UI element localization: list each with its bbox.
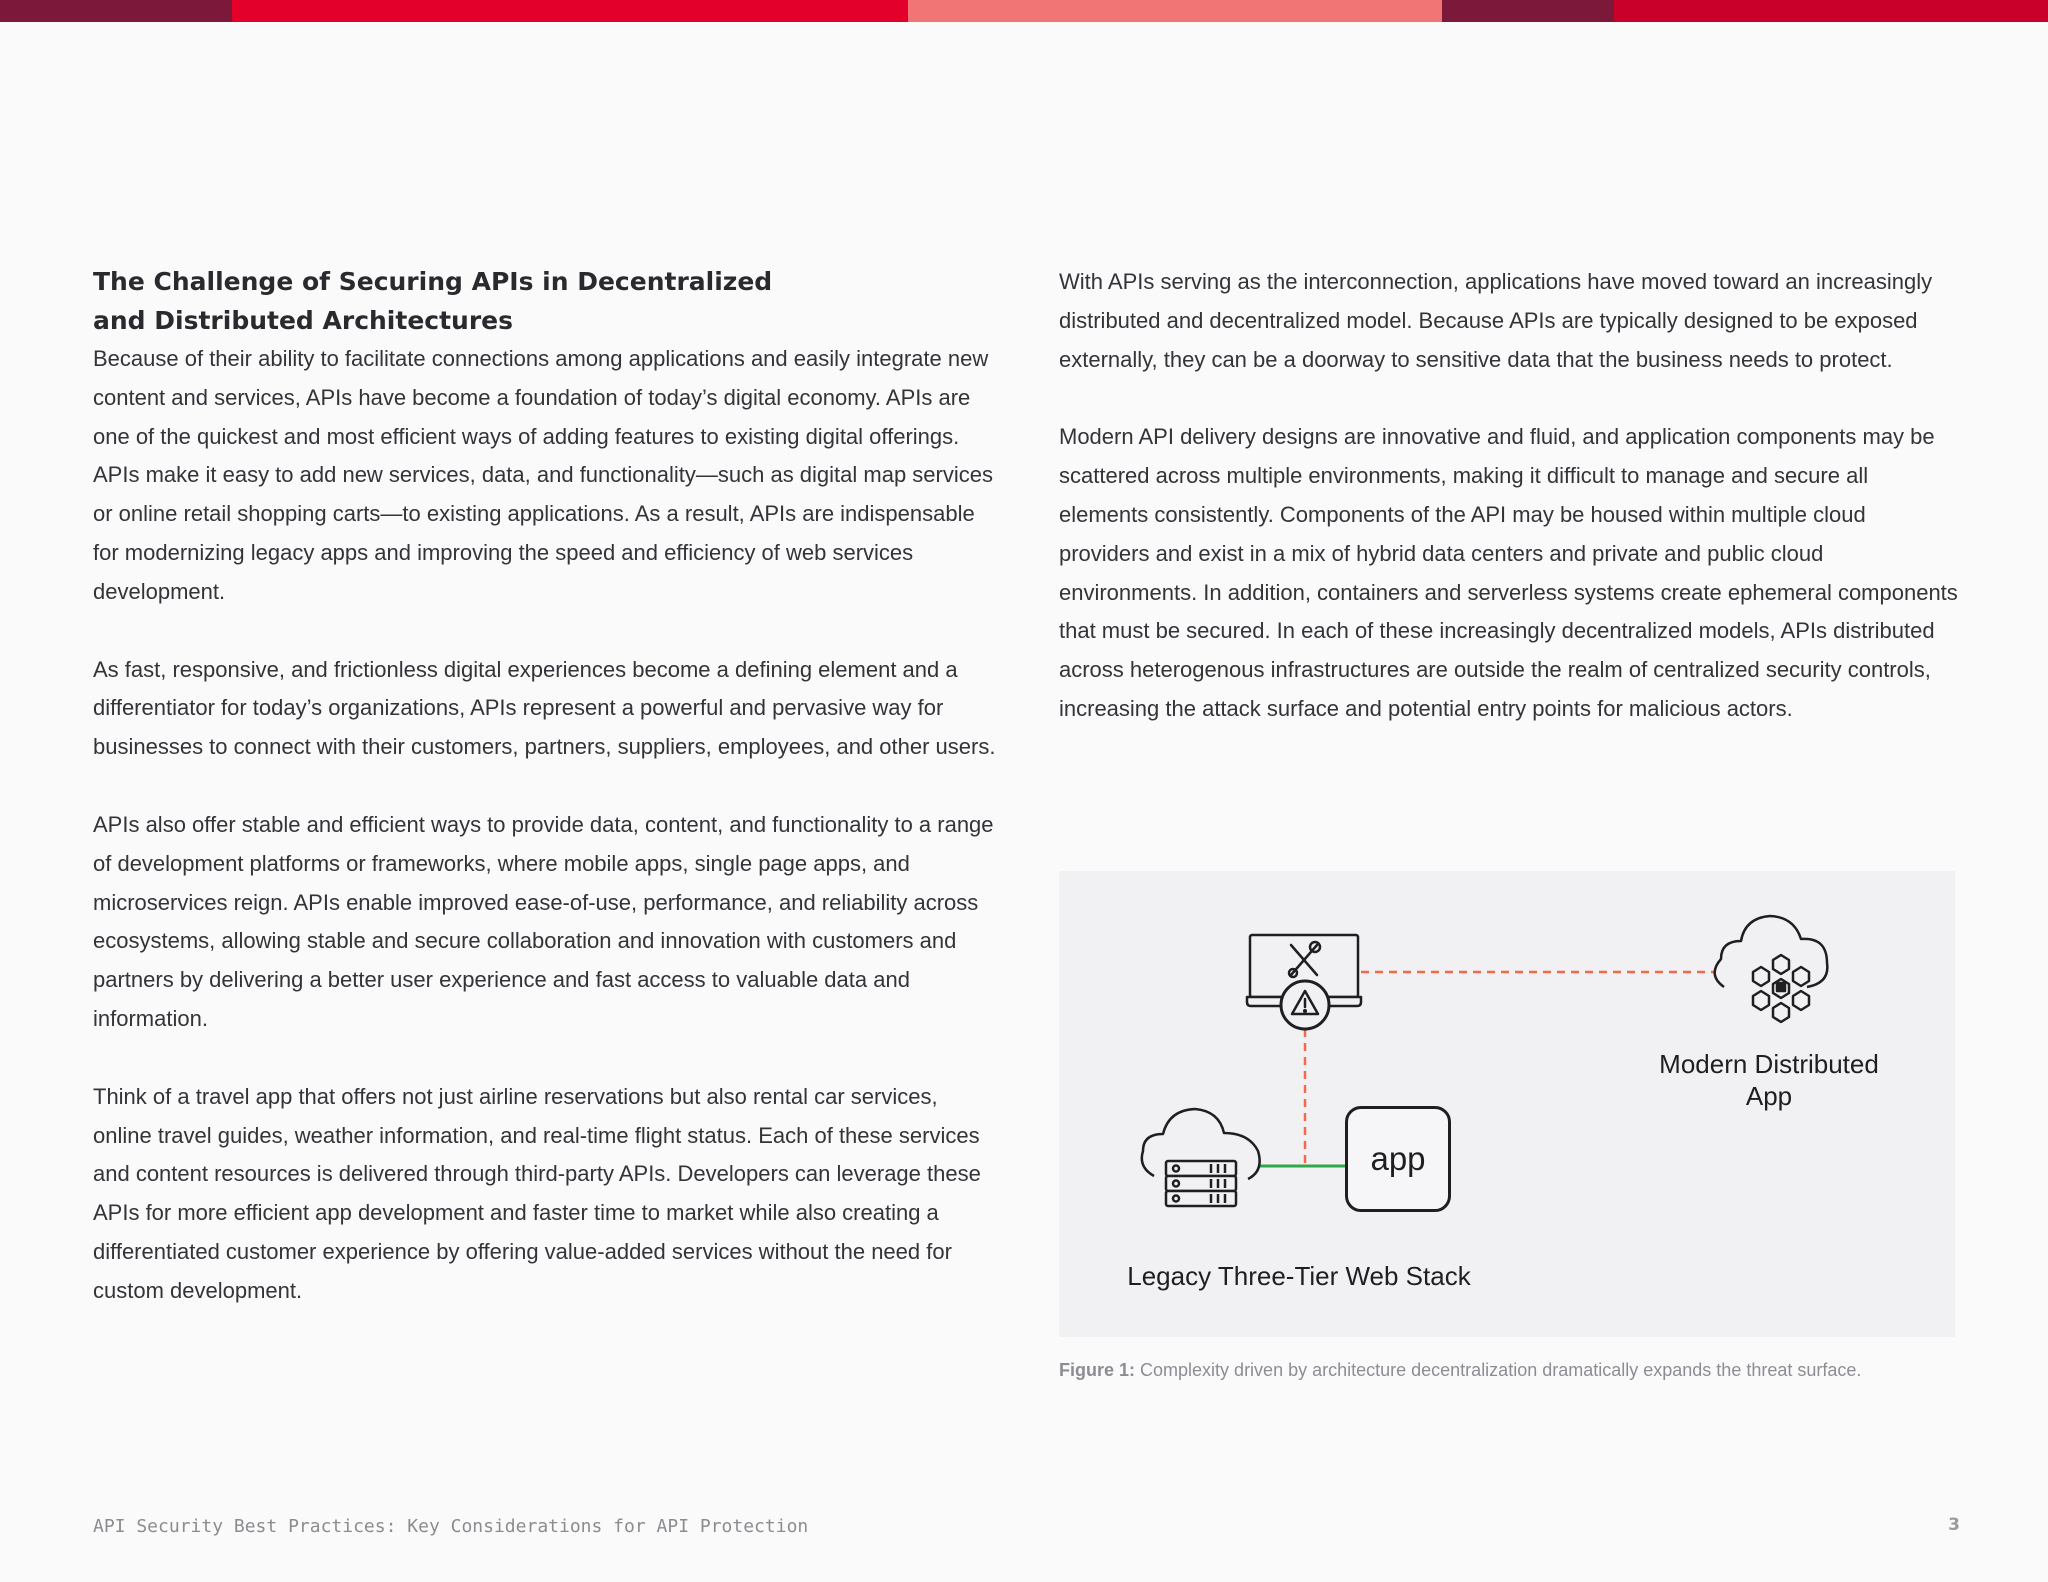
body-paragraph: As fast, responsive, and frictionless digital experiences become a defining element and a differentiator for today’s organizations, APIs represent a powerful and pervasive way for businesses to connect with their customers, partners, suppliers, employees, and other users. — [93, 656, 996, 760]
figure-caption — [1059, 1360, 2019, 1381]
top-bar-segment — [908, 0, 1442, 22]
body-paragraph: Because of their ability to facilitate connections among applications and easily integrate new content and services, APIs have become a foundation of today’s digital economy. APIs are one of the quickest and most efficient ways of adding features to existing digital offerings. APIs make it easy to add new services, data, and functionality—such as digital map services or online retail shopping carts—to existing applications. As a result, APIs are indispensable for modernizing legacy apps and improving the speed and efficiency of web services development. — [93, 346, 993, 604]
app-box-label: app — [1370, 1140, 1426, 1177]
app-box — [1345, 1106, 1451, 1212]
footer-document-title: API Security Best Practices: Key Considerations for API Protection — [93, 1516, 809, 1537]
right-column — [1059, 263, 1959, 768]
top-bar-segment — [1442, 0, 1614, 22]
top-bar-segment — [232, 0, 908, 22]
figure-caption-text: Complexity driven by architecture decentralization dramatically expands the threat surface. — [1140, 1360, 1862, 1380]
page-number: 3 — [1948, 1515, 1960, 1535]
left-column — [93, 340, 998, 1350]
architecture-figure — [1059, 871, 1955, 1337]
legacy-stack-label-text: Legacy Three-Tier Web Stack — [1127, 1261, 1471, 1291]
top-bar-segment — [0, 0, 232, 22]
section-heading-line: The Challenge of Securing APIs in Decentralized — [93, 267, 773, 296]
top-color-bar — [0, 0, 2048, 22]
body-paragraph: APIs also offer stable and efficient ways to provide data, content, and functionality to a range of development platforms or frameworks, where mobile apps, single page apps, and microservices reign. APIs enable improved ease-of-use, performance, and reliability across ecosystems, allowing stable and secure collaboration and innovation with customers and partners by delivering a better user experience and fast access to valuable data and information. — [93, 811, 994, 1031]
modern-app-label — [1649, 1048, 1889, 1112]
body-paragraph: With APIs serving as the interconnection, applications have moved toward an increasingly distributed and decentralized model. Because APIs are typically designed to be exposed externally, they can be a doorway to sensitive data that the business needs to protect. — [1059, 269, 1933, 372]
cloud-hexagons-icon — [1715, 916, 1828, 1022]
legacy-stack-label — [1109, 1260, 1489, 1292]
section-heading-line: and Distributed Architectures — [93, 306, 514, 335]
cloud-server-icon — [1142, 1109, 1260, 1206]
modern-app-label-line: App — [1745, 1081, 1793, 1111]
section-heading — [93, 262, 853, 340]
top-bar-segment — [1614, 0, 2048, 22]
body-paragraph: Think of a travel app that offers not just airline reservations but also rental car services, online travel guides, weather information, and real-time flight status. Each of these services and content resources is delivered through third-party APIs. Developers can leverage these APIs for more efficient app development and faster time to market while also creating a differentiated customer experience by offering value-added services without the need for custom development. — [93, 1083, 981, 1303]
modern-app-label-line: Modern Distributed — [1659, 1049, 1879, 1079]
figure-caption-label: Figure 1: — [1059, 1360, 1136, 1380]
body-paragraph: Modern API delivery designs are innovative and fluid, and application components may be scattered across multiple environments, making it difficult to manage and secure all elements consistently. Components of the API may be housed within multiple cloud providers and exist in a mix of hybrid data centers and private and public cloud environments. In addition, containers and serverless systems create ephemeral components that must be secured. In each of these increasingly decentralized models, APIs distributed across heterogenous infrastructures are outside the realm of centralized security controls, increasing the attack surface and potential entry points for malicious actors. — [1059, 424, 1958, 721]
laptop-tools-warning-icon — [1247, 935, 1361, 1029]
